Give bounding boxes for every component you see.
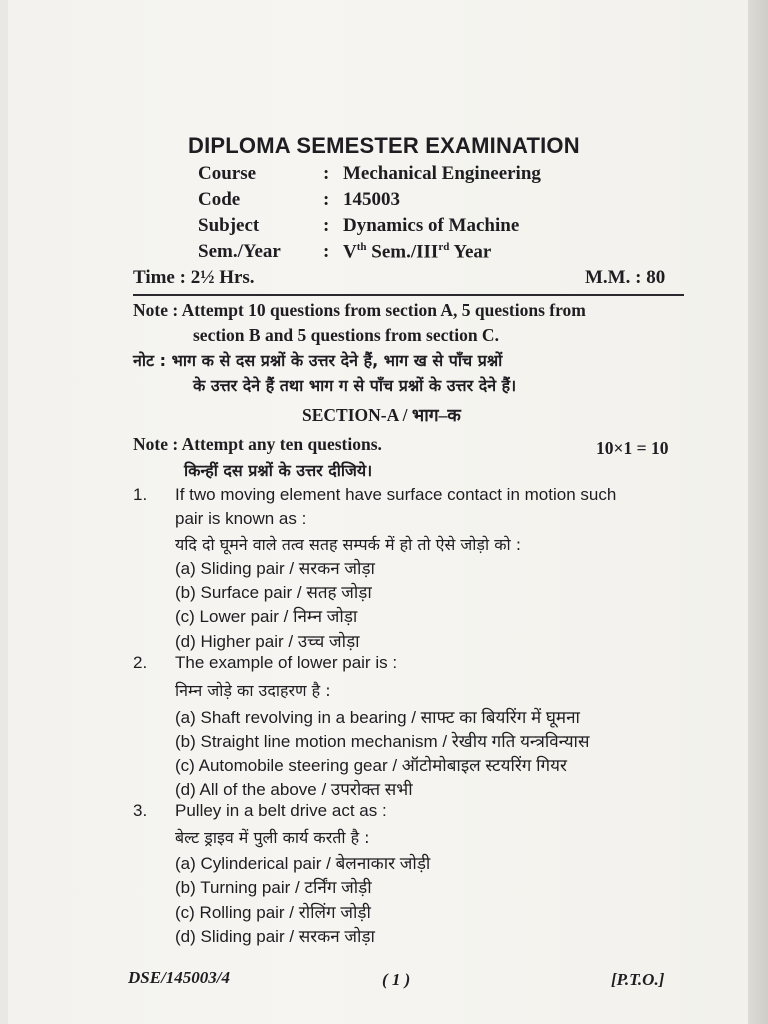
question-text: If two moving element have surface contact in motion such [175,485,617,504]
option: (d) All of the above / उपरोक्त सभी [175,780,413,799]
option: (b) Straight line motion mechanism / रेखीय गति यन्त्रविन्यास [175,732,590,751]
option: (c) Automobile steering gear / ऑटोमोबाइल स्टयरिंग गियर [175,756,567,775]
section-marks: 10×1 = 10 [596,438,669,458]
note-hi-line1: नोट : भाग क से दस प्रश्नों के उत्तर देने हैं, भाग ख से पाँच प्रश्नों [133,351,503,370]
max-marks: M.M. : 80 [585,267,666,288]
colon: : [323,163,330,184]
course-value: Mechanical Engineering [343,163,541,184]
note-hi-line2: के उत्तर देने हैं तथा भाग ग से पाँच प्रश्नों के उत्तर देने हैं। [193,376,517,395]
option: (a) Sliding pair / सरकन जोड़ा [175,559,375,578]
colon: : [323,189,330,210]
semyear-label: Sem./Year [198,241,281,262]
note-en-line1: Note : Attempt 10 questions from section A, 5 questions from [133,300,586,320]
option: (d) Higher pair / उच्च जोड़ा [175,632,360,651]
question-text-hindi: यदि दो घूमने वाले तत्व सतह सम्पर्क में हो तो ऐसे जोड़ो को : [175,535,522,554]
option: (b) Surface pair / सतह जोड़ा [175,583,372,602]
question-text: pair is known as : [175,509,307,528]
question-number: 3. [133,801,148,820]
question-number: 1. [133,485,148,504]
page-edge [748,0,768,1024]
question-text-hindi: निम्न जोड़े का उदाहरण है : [175,681,331,700]
section-note-en: Note : Attempt any ten questions. [133,434,382,454]
question-text: Pulley in a belt drive act as : [175,801,387,820]
option: (a) Shaft revolving in a bearing / साफ्ट का बियरिंग में घूमना [175,708,580,727]
semyear-value: Vth Sem./IIIrd Year [343,241,492,263]
subject-value: Dynamics of Machine [343,215,520,236]
question-text-hindi: बेल्ट ड्राइव में पुली कार्य करती है : [175,828,370,847]
colon: : [323,215,330,236]
note-en-line2: section B and 5 questions from section C. [193,325,499,345]
course-label: Course [198,163,257,184]
header-rule [133,294,684,296]
exam-title: DIPLOMA SEMESTER EXAMINATION [188,133,580,158]
colon: : [323,241,330,262]
option: (c) Rolling pair / रोलिंग जोड़ी [175,903,371,922]
pto-marker: [P.T.O.] [611,970,665,989]
subject-label: Subject [198,215,260,236]
option: (d) Sliding pair / सरकन जोड़ा [175,927,375,946]
page-number: ( 1 ) [382,970,411,989]
paper-code: DSE/145003/4 [128,968,231,987]
section-heading: SECTION-A / भाग–क [302,405,461,425]
option: (a) Cylinderical pair / बेलनाकार जोड़ी [175,854,431,873]
time-allowed: Time : 2½ Hrs. [133,267,255,288]
code-value: 145003 [343,189,400,210]
section-note-hi: किन्हीं दस प्रश्नों के उत्तर दीजिये। [184,461,373,480]
option: (c) Lower pair / निम्न जोड़ा [175,607,358,626]
question-number: 2. [133,653,148,672]
code-label: Code [198,189,241,210]
option: (b) Turning pair / टर्निंग जोड़ी [175,878,372,897]
question-text: The example of lower pair is : [175,653,398,672]
